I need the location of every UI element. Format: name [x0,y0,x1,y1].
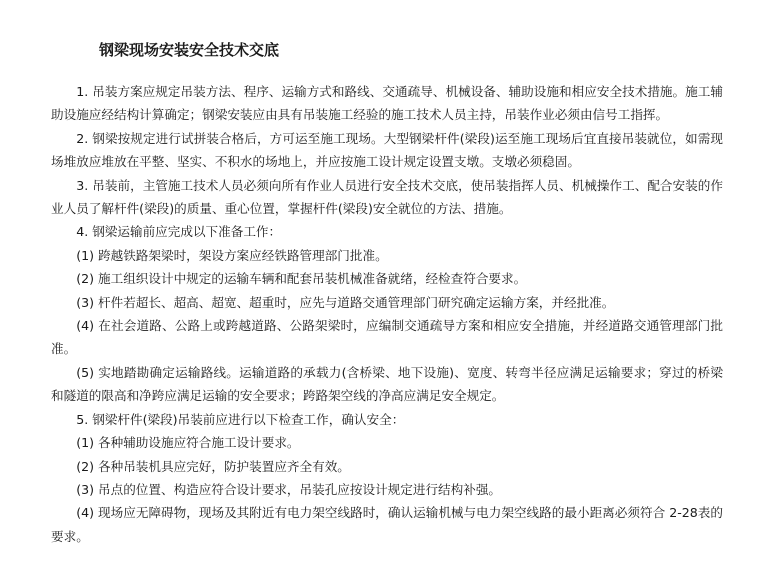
document-title: 钢梁现场安装安全技术交底 [99,41,280,59]
document-body [51,80,723,548]
paragraph-4-item-4: (4) 在社会道路、公路上或跨越道路、公路架梁时，应编制交通疏导方案和相应安全措施，并经道路交通管理部门批准。 [51,318,723,357]
paragraph-5-item-4: (4) 现场应无障碍物，现场及其附近有电力架空线路时，确认运输机械与电力架空线路的最小距离必须符合 2-28表的要求。 [51,505,723,544]
paragraph-4-heading: 4. 钢梁运输前应完成以下准备工作： [76,224,282,240]
paragraph-4-item-5: (5) 实地踏勘确定运输路线。运输道路的承载力(含桥梁、地下设施)、宽度、转弯半径应满足运输要求；穿过的桥梁和隧道的限高和净跨应满足运输的安全要求；跨路架空线的净高应满足安全规定。 [51,364,723,404]
paragraph-4-item-1: (1) 跨越铁路架梁时，架设方案应经铁路管理部门批准。 [76,247,388,263]
paragraph-1: 1. 吊装方案应规定吊装方法、程序、运输方式和路线、交通疏导、机械设备、辅助设施和相应安全技术措施。施工辅助设施应经结构计算确定；钢梁安装应由具有吊装施工经验的施工技术人员主持，吊装作业必须由信号工指挥。 [51,84,723,123]
paragraph-4-item-3: (3) 杆件若超长、超高、超宽、超重时，应先与道路交通管理部门研究确定运输方案，并经批准。 [76,294,615,310]
paragraph-5-item-2: (2) 各种吊装机具应完好，防护装置应齐全有效。 [76,458,350,474]
paragraph-3: 3. 吊装前，主管施工技术人员必须向所有作业人员进行安全技术交底，使吊装指挥人员、机械操作工、配合安装的作业人员了解杆件(梁段)的质量、重心位置，掌握杆件(梁段)安全就位的方法、措施。 [51,177,723,217]
paragraph-5-item-1: (1) 各种辅助设施应符合施工设计要求。 [76,435,300,451]
paragraph-5-heading: 5. 钢梁杆件(梁段)吊装前应进行以下检查工作，确认安全： [76,411,405,427]
paragraph-5-item-3: (3) 吊点的位置、构造应符合设计要求，吊装孔应按设计规定进行结构补强。 [76,481,502,497]
paragraph-2: 2. 钢梁按规定进行试拼装合格后，方可运至施工现场。大型钢梁杆件(梁段)运至施工现场后宜直接吊装就位，如需现场堆放应堆放在平整、坚实、不积水的场地上，并应按施工设计规定设置支墩。支墩必须稳固。 [51,130,723,170]
paragraph-4-item-2: (2) 施工组织设计中规定的运输车辆和配套吊装机械准备就绪，经检查符合要求。 [76,271,527,287]
